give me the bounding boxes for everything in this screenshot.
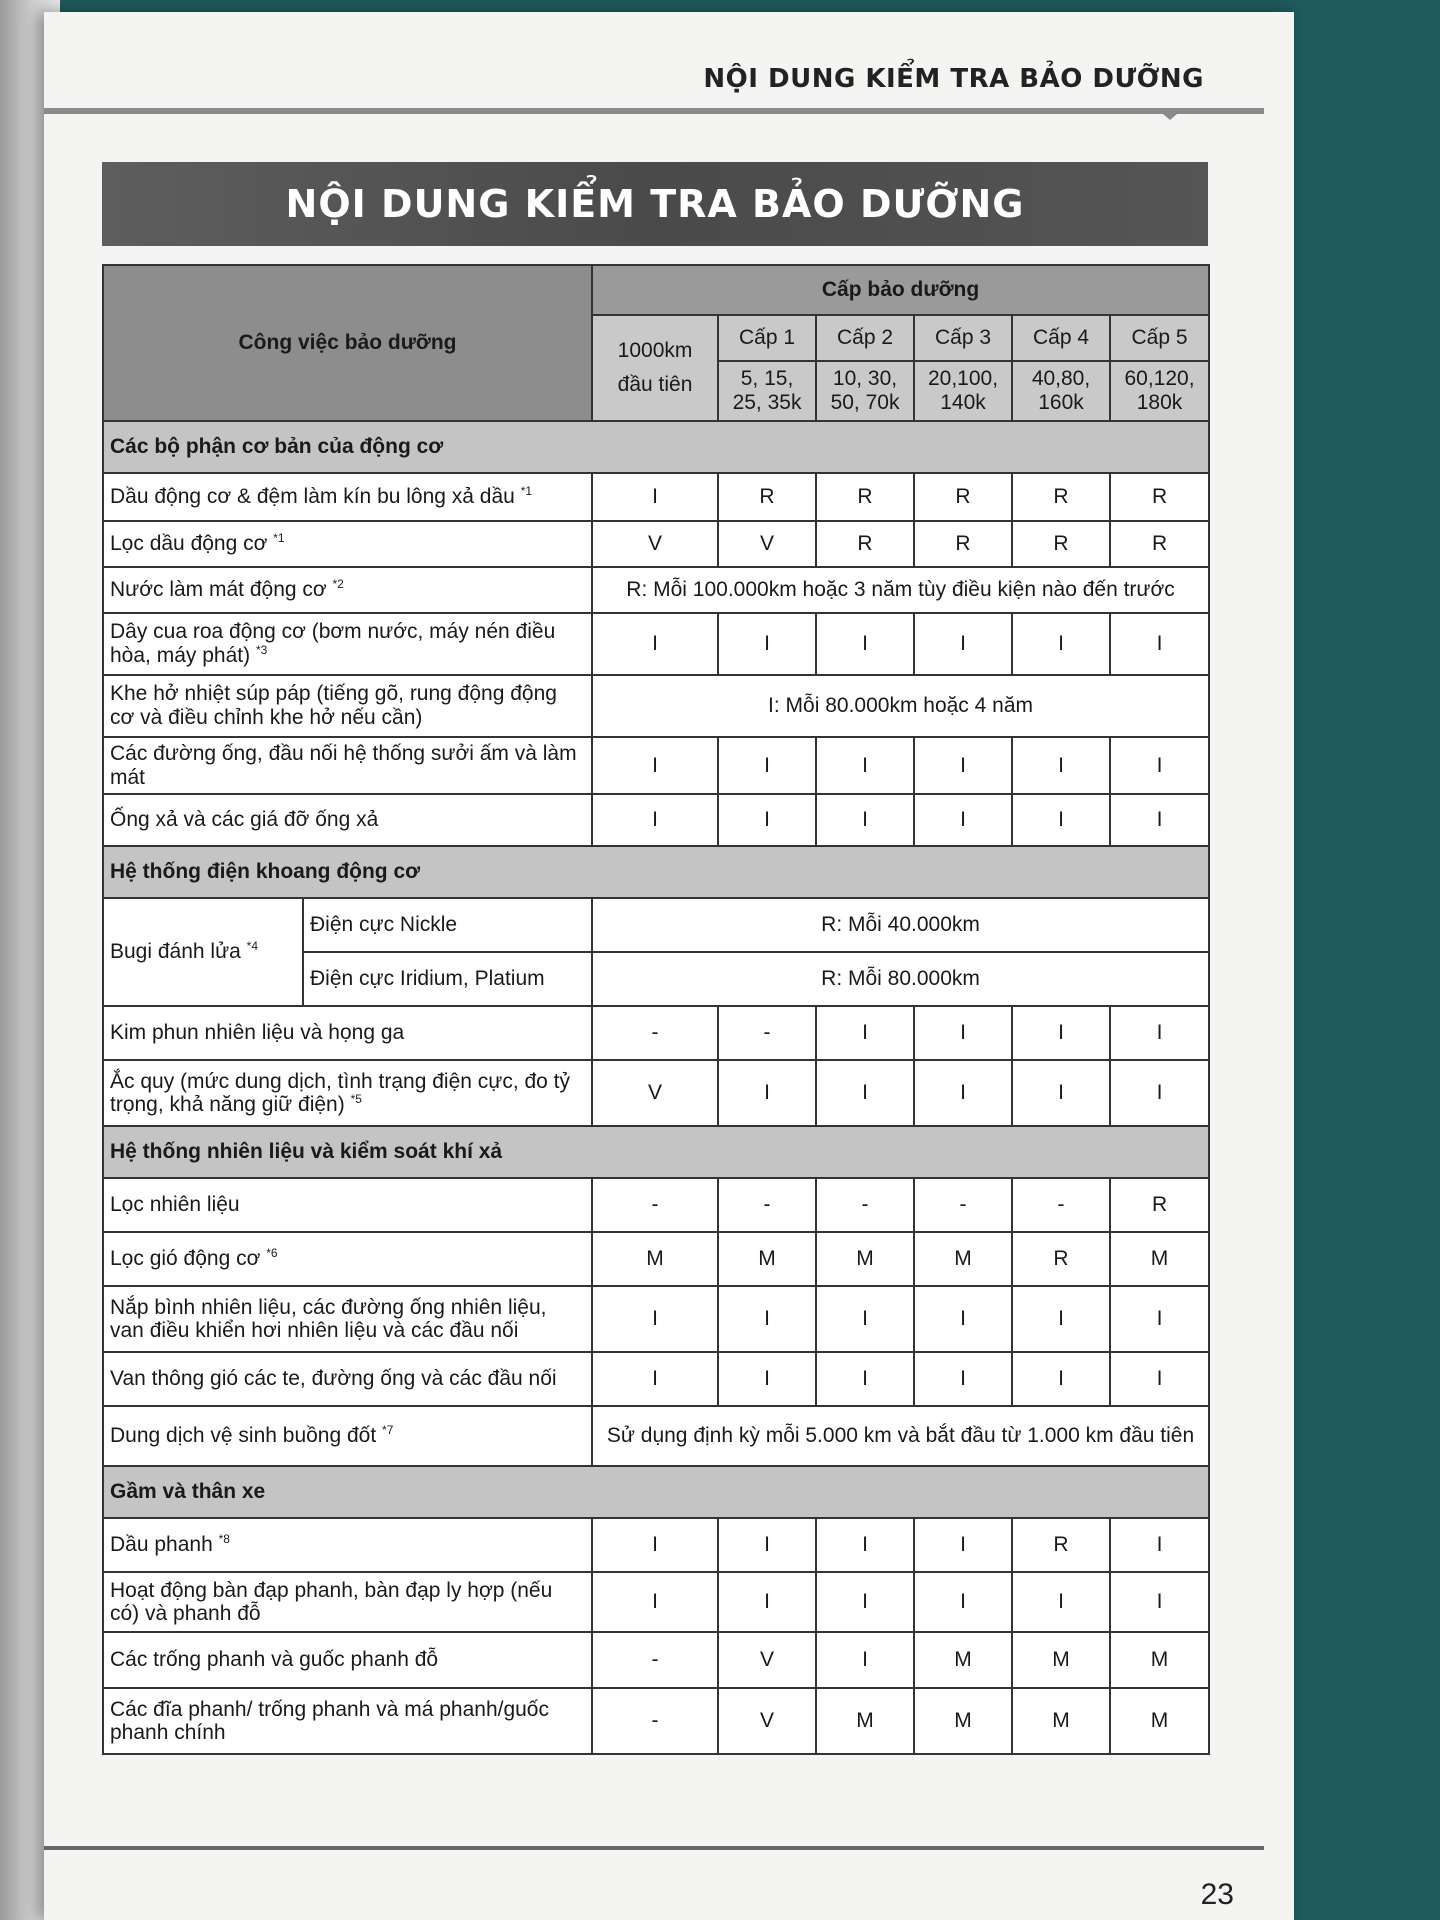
- task-label: Dây cua roa động cơ (bơm nước, máy nén điều hòa, máy phát): [110, 620, 556, 667]
- level-2-km: 10, 30, 50, 70k: [816, 361, 914, 421]
- task-cell: [103, 1352, 592, 1406]
- service-code-cell: M: [718, 1232, 816, 1286]
- service-code-cell: -: [718, 1178, 816, 1232]
- level-4-km: 40,80, 160k: [1012, 361, 1110, 421]
- header-rule: [44, 108, 1264, 114]
- table-row: [103, 1352, 1209, 1406]
- footnote-marker: *1: [520, 484, 533, 499]
- service-code-cell: R: [816, 521, 914, 567]
- service-code-cell: M: [592, 1232, 718, 1286]
- service-code-cell: I: [1110, 737, 1209, 794]
- section-engine: Các bộ phận cơ bản của động cơ: [103, 421, 1209, 473]
- table-row: [103, 1006, 1209, 1060]
- level-4-header: Cấp 4: [1012, 315, 1110, 361]
- service-code-cell: I: [816, 1060, 914, 1126]
- level-1-km: 5, 15, 25, 35k: [718, 361, 816, 421]
- service-code-cell: M: [1110, 1688, 1209, 1754]
- footnote-marker: *5: [350, 1092, 362, 1107]
- service-code-cell: I: [914, 794, 1012, 846]
- task-column-header: Công việc bảo dưỡng: [103, 265, 592, 421]
- service-code-cell: I: [816, 1572, 914, 1632]
- table-row: [103, 675, 1209, 737]
- table-row: [103, 613, 1209, 675]
- service-code-cell: I: [816, 794, 914, 846]
- service-code-cell: -: [592, 1688, 718, 1754]
- service-code-cell: I: [1012, 1572, 1110, 1632]
- interval-cell: R: Mỗi 100.000km hoặc 3 năm tùy điều kiện nào đến trước: [592, 567, 1209, 613]
- service-code-cell: R: [914, 521, 1012, 567]
- service-code-cell: V: [592, 1060, 718, 1126]
- service-code-cell: I: [816, 613, 914, 675]
- task-label: Các đường ống, đầu nối hệ thống sưởi ấm và làm mát: [110, 742, 577, 789]
- table-row: [103, 794, 1209, 846]
- service-code-cell: I: [1110, 1060, 1209, 1126]
- service-code-cell: I: [1012, 1352, 1110, 1406]
- service-code-cell: M: [816, 1688, 914, 1754]
- service-code-cell: I: [718, 794, 816, 846]
- footnote-marker: *8: [218, 1532, 230, 1547]
- section-row: [103, 1466, 1209, 1518]
- task-cell: [103, 1006, 592, 1060]
- task-cell: [103, 1518, 592, 1572]
- section-chassis: Gầm và thân xe: [103, 1466, 1209, 1518]
- task-label: Các đĩa phanh/ trống phanh và má phanh/guốc phanh chính: [110, 1697, 549, 1745]
- service-code-cell: M: [1110, 1232, 1209, 1286]
- service-code-cell: -: [592, 1006, 718, 1060]
- service-code-cell: I: [1110, 1286, 1209, 1352]
- task-label: Khe hở nhiệt súp páp (tiếng gõ, rung động động cơ và điều chỉnh khe hở nếu cần): [110, 682, 557, 729]
- task-label: Ống xả và các giá đỡ ống xả: [110, 808, 379, 832]
- running-header: NỘI DUNG KIỂM TRA BẢO DƯỠNG: [703, 64, 1204, 94]
- service-code-cell: I: [718, 1572, 816, 1632]
- service-code-cell: R: [1110, 521, 1209, 567]
- footnote-marker: *7: [382, 1423, 394, 1438]
- service-code-cell: V: [718, 521, 816, 567]
- table-row: [103, 898, 1209, 952]
- maintenance-table: [102, 264, 1210, 1755]
- service-code-cell: I: [592, 794, 718, 846]
- manual-page: [44, 12, 1294, 1920]
- service-code-cell: R: [1110, 1178, 1209, 1232]
- table-row: [103, 1406, 1209, 1466]
- level-2-header: Cấp 2: [816, 315, 914, 361]
- service-code-cell: I: [1110, 1006, 1209, 1060]
- table-row: [103, 1518, 1209, 1572]
- service-code-cell: R: [718, 473, 816, 521]
- task-cell: [103, 567, 592, 613]
- task-label: Ắc quy (mức dung dịch, tình trạng điện cực, đo tỷ trọng, khả năng giữ điện): [110, 1069, 571, 1117]
- service-code-cell: I: [592, 737, 718, 794]
- page-title: NỘI DUNG KIỂM TRA BẢO DƯỠNG: [102, 162, 1208, 246]
- service-code-cell: M: [816, 1232, 914, 1286]
- level-5-header: Cấp 5: [1110, 315, 1209, 361]
- level-3-header: Cấp 3: [914, 315, 1012, 361]
- service-code-cell: R: [1012, 1232, 1110, 1286]
- service-code-cell: I: [914, 737, 1012, 794]
- service-code-cell: I: [592, 1572, 718, 1632]
- task-label: Bugi đánh lửa: [110, 940, 241, 964]
- first-service-sub: đầu tiên: [617, 373, 693, 396]
- service-code-cell: I: [592, 473, 718, 521]
- interval-cell: Sử dụng định kỳ mỗi 5.000 km và bắt đầu từ 1.000 km đầu tiên: [592, 1406, 1209, 1466]
- task-label: Các trống phanh và guốc phanh đỗ: [110, 1648, 439, 1672]
- service-code-cell: I: [914, 1286, 1012, 1352]
- service-code-cell: I: [1110, 794, 1209, 846]
- first-service-header: [592, 315, 718, 421]
- service-code-cell: M: [914, 1688, 1012, 1754]
- service-code-cell: I: [914, 1518, 1012, 1572]
- task-cell: [103, 521, 592, 567]
- service-code-cell: I: [1012, 1006, 1110, 1060]
- service-code-cell: -: [718, 1006, 816, 1060]
- table-row: [103, 1688, 1209, 1754]
- task-label: Nước làm mát động cơ: [110, 578, 327, 602]
- service-code-cell: R: [1110, 473, 1209, 521]
- task-label: Lọc dầu động cơ: [110, 532, 268, 556]
- service-code-cell: R: [1012, 1518, 1110, 1572]
- service-code-cell: I: [914, 1572, 1012, 1632]
- service-code-cell: I: [718, 1060, 816, 1126]
- service-code-cell: I: [592, 1518, 718, 1572]
- service-code-cell: I: [816, 1518, 914, 1572]
- service-code-cell: V: [718, 1632, 816, 1688]
- task-cell: [103, 473, 592, 521]
- service-code-cell: M: [1110, 1632, 1209, 1688]
- spark-plug-iridium-interval: R: Mỗi 80.000km: [592, 952, 1209, 1006]
- table-row: [103, 1060, 1209, 1126]
- header-notch: [1156, 108, 1184, 120]
- table-row: [103, 1232, 1209, 1286]
- task-cell: [103, 675, 592, 737]
- service-code-cell: -: [816, 1178, 914, 1232]
- service-code-cell: I: [914, 1060, 1012, 1126]
- task-label: Van thông gió các te, đường ống và các đầu nối: [110, 1367, 557, 1391]
- service-code-cell: -: [1012, 1178, 1110, 1232]
- level-3-km: 20,100, 140k: [914, 361, 1012, 421]
- footnote-marker: *6: [266, 1246, 278, 1261]
- service-code-cell: I: [592, 1352, 718, 1406]
- spark-plug-nickel: Điện cực Nickle: [303, 898, 592, 952]
- section-row: [103, 846, 1209, 898]
- table-row: [103, 567, 1209, 613]
- table-row: [103, 473, 1209, 521]
- level-1-header: Cấp 1: [718, 315, 816, 361]
- task-label: Hoạt động bàn đạp phanh, bàn đạp ly hợp (nếu có) và phanh đỗ: [110, 1578, 553, 1626]
- service-code-cell: I: [1012, 1286, 1110, 1352]
- footnote-marker: *3: [255, 643, 268, 657]
- service-code-cell: R: [816, 473, 914, 521]
- service-code-cell: M: [1012, 1688, 1110, 1754]
- task-label: Lọc gió động cơ: [110, 1247, 261, 1271]
- service-code-cell: I: [1012, 737, 1110, 794]
- service-code-cell: R: [1012, 473, 1110, 521]
- service-code-cell: M: [1012, 1632, 1110, 1688]
- task-cell: [103, 613, 592, 675]
- service-code-cell: -: [592, 1632, 718, 1688]
- footnote-marker: *1: [273, 531, 285, 546]
- service-code-cell: I: [718, 1352, 816, 1406]
- task-cell: [103, 1406, 592, 1466]
- task-label: Kim phun nhiên liệu và họng ga: [110, 1021, 405, 1045]
- service-code-cell: V: [592, 521, 718, 567]
- service-code-cell: R: [914, 473, 1012, 521]
- task-label: Lọc nhiên liệu: [110, 1193, 240, 1217]
- service-code-cell: -: [592, 1178, 718, 1232]
- service-code-cell: I: [718, 1286, 816, 1352]
- service-code-cell: I: [1012, 613, 1110, 675]
- service-code-cell: I: [914, 613, 1012, 675]
- service-code-cell: -: [914, 1178, 1012, 1232]
- service-code-cell: I: [816, 1352, 914, 1406]
- footnote-marker: *2: [332, 577, 344, 592]
- first-service-km: 1000km: [617, 338, 693, 362]
- service-code-cell: I: [1110, 1352, 1209, 1406]
- task-cell: [103, 1688, 592, 1754]
- task-cell: [103, 1572, 592, 1632]
- service-code-cell: I: [816, 1006, 914, 1060]
- service-code-cell: M: [914, 1232, 1012, 1286]
- spark-plug-nickel-interval: R: Mỗi 40.000km: [592, 898, 1209, 952]
- service-code-cell: R: [1012, 521, 1110, 567]
- footnote-marker: *4: [246, 939, 259, 954]
- service-code-cell: M: [914, 1632, 1012, 1688]
- interval-cell: I: Mỗi 80.000km hoặc 4 năm: [592, 675, 1209, 737]
- service-code-cell: I: [718, 613, 816, 675]
- task-cell: [103, 1178, 592, 1232]
- section-row: [103, 421, 1209, 473]
- section-electrical: Hệ thống điện khoang động cơ: [103, 846, 1209, 898]
- task-cell: [103, 1632, 592, 1688]
- service-code-cell: I: [1110, 1572, 1209, 1632]
- service-code-cell: I: [592, 1286, 718, 1352]
- table-row: [103, 521, 1209, 567]
- task-cell: [103, 737, 592, 794]
- footer-rule: [44, 1846, 1264, 1850]
- service-code-cell: I: [1012, 794, 1110, 846]
- service-code-cell: I: [1110, 613, 1209, 675]
- table-row: [103, 1178, 1209, 1232]
- service-code-cell: I: [914, 1006, 1012, 1060]
- spark-plug-iridium: Điện cực Iridium, Platium: [303, 952, 592, 1006]
- service-code-cell: I: [1110, 1518, 1209, 1572]
- task-label: Nắp bình nhiên liệu, các đường ống nhiên liệu, van điều khiển hơi nhiên liệu và các đầu nối: [110, 1295, 547, 1343]
- level-5-km: 60,120, 180k: [1110, 361, 1209, 421]
- task-cell: [103, 1232, 592, 1286]
- section-fuel: Hệ thống nhiên liệu và kiểm soát khí xả: [103, 1126, 1209, 1178]
- table-row: [103, 1286, 1209, 1352]
- task-label: Dầu phanh: [110, 1533, 213, 1557]
- spark-plug-task: [103, 898, 303, 1006]
- service-code-cell: I: [718, 737, 816, 794]
- task-cell: [103, 1060, 592, 1126]
- table-row: [103, 1632, 1209, 1688]
- task-label: Dầu động cơ & đệm làm kín bu lông xả dầu: [110, 485, 515, 509]
- section-row: [103, 1126, 1209, 1178]
- task-cell: [103, 794, 592, 846]
- service-code-cell: I: [1012, 1060, 1110, 1126]
- table-row: [103, 1572, 1209, 1632]
- service-code-cell: I: [914, 1352, 1012, 1406]
- level-header: Cấp bảo dưỡng: [592, 265, 1209, 315]
- service-code-cell: I: [718, 1518, 816, 1572]
- task-label: Dung dịch vệ sinh buồng đốt: [110, 1424, 377, 1448]
- table-row: [103, 737, 1209, 794]
- service-code-cell: I: [816, 737, 914, 794]
- service-code-cell: I: [816, 1632, 914, 1688]
- task-cell: [103, 1286, 592, 1352]
- page-number: 23: [1200, 1878, 1234, 1911]
- service-code-cell: I: [816, 1286, 914, 1352]
- service-code-cell: V: [718, 1688, 816, 1754]
- service-code-cell: I: [592, 613, 718, 675]
